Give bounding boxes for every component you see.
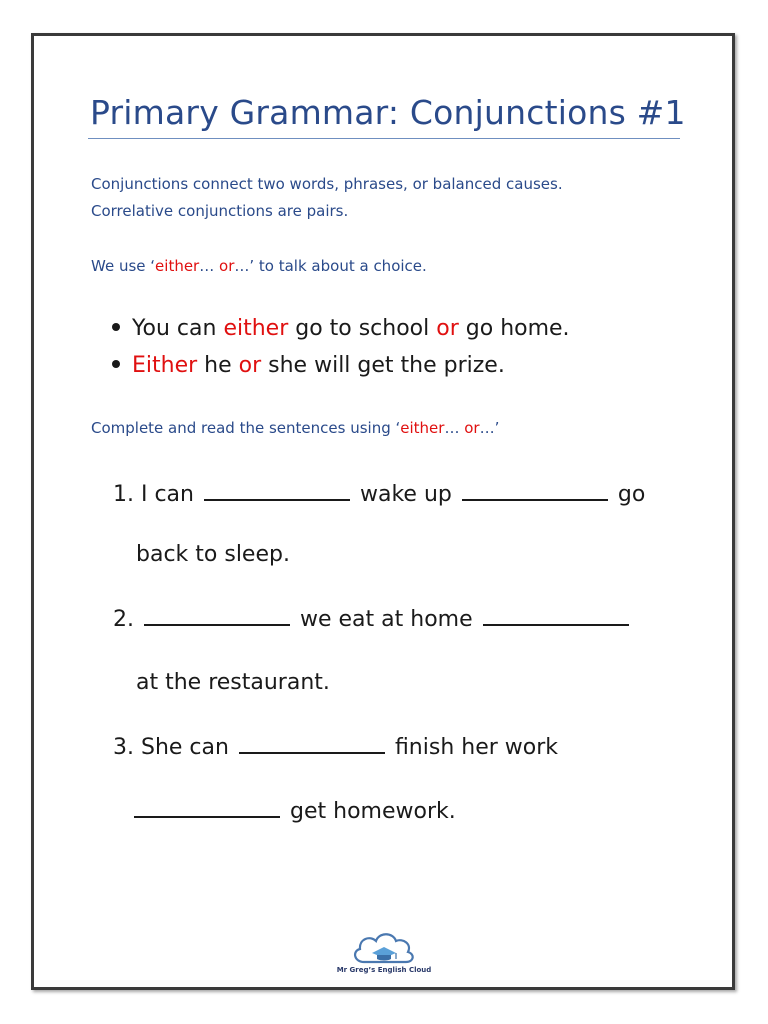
- choice-note-end: …’ to talk about a choice.: [234, 257, 427, 275]
- question-text: get homework.: [290, 799, 456, 824]
- intro-line-2: Correlative conjunctions are pairs.: [91, 202, 349, 220]
- choice-either: either: [155, 257, 200, 275]
- answer-blank[interactable]: [462, 479, 608, 501]
- example-either: either: [223, 316, 289, 341]
- question-2-line-1: [113, 604, 632, 632]
- example-text: go home.: [458, 316, 570, 341]
- example-text: go to school: [288, 316, 437, 341]
- question-text: 2.: [113, 607, 134, 632]
- question-2-line-2: at the restaurant.: [136, 670, 330, 695]
- example-either: Either: [132, 353, 198, 378]
- title-divider: [88, 138, 680, 139]
- bullet-icon: [112, 323, 120, 331]
- question-1-line-2: back to sleep.: [136, 542, 290, 567]
- choice-note-text: We use ‘: [91, 257, 156, 275]
- answer-blank[interactable]: [134, 796, 280, 818]
- question-3-line-1: [113, 732, 558, 760]
- instruction-ellipsis: …: [444, 419, 465, 437]
- answer-blank[interactable]: [239, 732, 385, 754]
- choice-or: or: [219, 257, 235, 275]
- answer-blank[interactable]: [204, 479, 350, 501]
- choice-ellipsis: …: [199, 257, 220, 275]
- bullet-icon: [112, 360, 120, 368]
- instruction-end: …’: [479, 419, 500, 437]
- instruction-text: Complete and read the sentences using ‘: [91, 419, 401, 437]
- logo-caption: Mr Greg’s English Cloud: [336, 966, 432, 974]
- example-list: [112, 314, 570, 388]
- example-text: he: [197, 353, 239, 378]
- choice-note: [91, 257, 427, 275]
- instruction-or: or: [464, 419, 480, 437]
- example-or: or: [436, 316, 459, 341]
- question-1-line-1: [113, 479, 645, 507]
- question-text: go: [617, 482, 646, 507]
- question-text: 3. She can: [113, 735, 229, 760]
- question-text: 1. I can: [113, 482, 194, 507]
- example-text: You can: [132, 316, 224, 341]
- example-item: [112, 314, 570, 351]
- example-item: [112, 351, 570, 388]
- instruction-either: either: [400, 419, 445, 437]
- intro-line-1: Conjunctions connect two words, phrases, or balanced causes.: [91, 175, 563, 193]
- exercise-instruction: [91, 419, 499, 437]
- example-text: she will get the prize.: [261, 353, 505, 378]
- page-title: Primary Grammar: Conjunctions #1: [90, 93, 686, 132]
- answer-blank[interactable]: [144, 604, 290, 626]
- question-3-line-2: [134, 796, 456, 824]
- question-text: wake up: [360, 482, 452, 507]
- answer-blank[interactable]: [483, 604, 629, 626]
- question-text: we eat at home: [300, 607, 473, 632]
- question-text: finish her work: [394, 735, 559, 760]
- brand-logo: [336, 924, 432, 984]
- cloud-icon: [336, 924, 432, 968]
- example-or: or: [238, 353, 262, 378]
